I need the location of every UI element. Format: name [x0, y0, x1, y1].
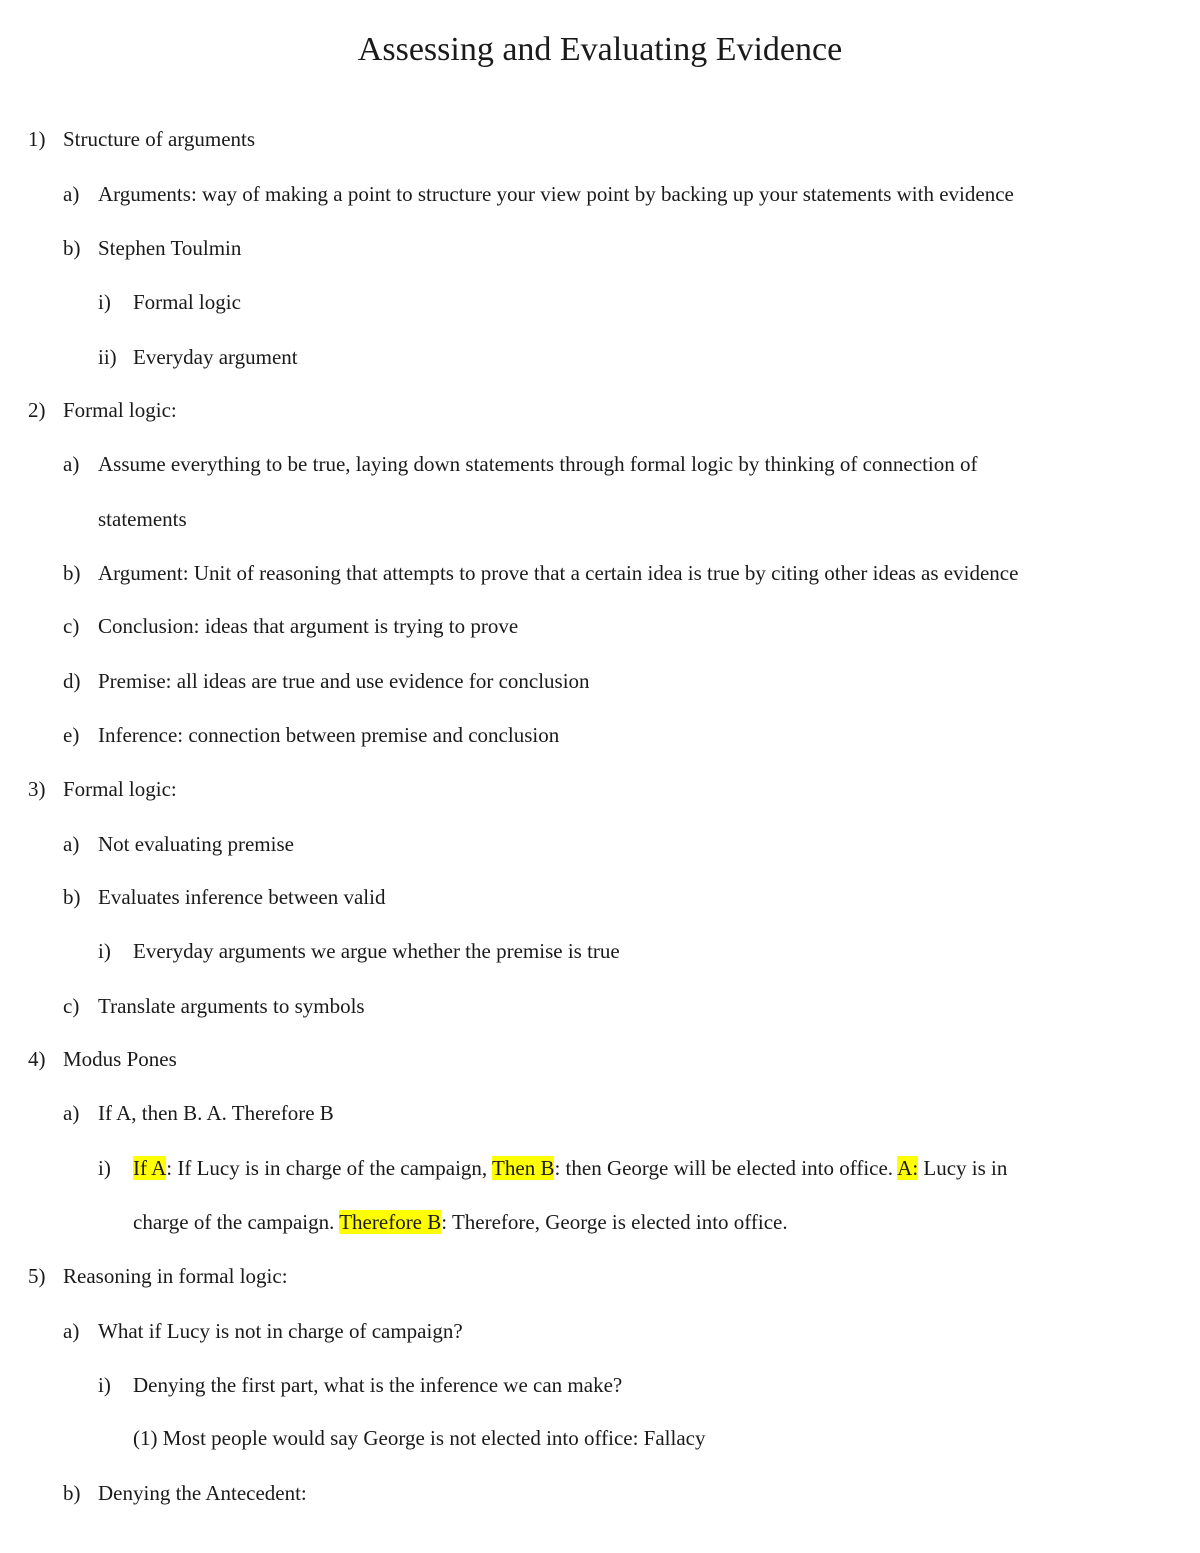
- list-item-text: Premise: all ideas are true and use evidence for conclusion: [98, 669, 590, 693]
- list-item-text: statements: [98, 507, 187, 531]
- list-marker: a): [63, 452, 80, 476]
- list-marker: a): [63, 1101, 80, 1125]
- list-marker: b): [63, 236, 81, 260]
- text-run: Lucy is in: [918, 1156, 1008, 1180]
- highlighted-text: Therefore B: [339, 1210, 442, 1234]
- list-item: [28, 125, 256, 153]
- list-item: [63, 667, 590, 695]
- list-marker: 1): [28, 127, 46, 151]
- list-item-text: Evaluates inference between valid: [98, 885, 386, 909]
- list-marker: 3): [28, 777, 46, 801]
- list-item: [28, 1045, 177, 1073]
- list-item: [63, 1317, 463, 1345]
- list-marker: a): [63, 1319, 80, 1343]
- list-item: [98, 1371, 623, 1399]
- list-item: [63, 180, 1014, 208]
- list-marker: 5): [28, 1264, 46, 1288]
- highlighted-text: Then B: [492, 1156, 555, 1180]
- list-marker: a): [63, 182, 80, 206]
- list-item-continuation: [133, 1208, 788, 1236]
- text-run: charge of the campaign.: [133, 1210, 340, 1234]
- list-item-text: Inference: connection between premise and conclusion: [98, 723, 560, 747]
- list-item-text: [133, 1154, 1007, 1182]
- list-item: [63, 883, 386, 911]
- list-item-text: Formal logic:: [63, 777, 177, 801]
- list-item-text: Everyday argument: [133, 345, 298, 369]
- list-marker: d): [63, 669, 81, 693]
- list-item: [63, 1099, 334, 1127]
- list-item: [63, 721, 560, 749]
- list-marker: 2): [28, 398, 46, 422]
- list-item: [63, 830, 294, 858]
- list-item: [133, 1424, 706, 1452]
- list-item-text: Stephen Toulmin: [98, 236, 242, 260]
- list-item-text: Conclusion: ideas that argument is trying to prove: [98, 614, 519, 638]
- list-marker: c): [63, 994, 80, 1018]
- list-marker: c): [63, 614, 80, 638]
- list-item: [63, 992, 365, 1020]
- list-item: [28, 775, 177, 803]
- list-item-text: Modus Pones: [63, 1047, 177, 1071]
- text-run: : then George will be elected into office.: [554, 1156, 898, 1180]
- list-item: [63, 234, 242, 262]
- list-item-text: Not evaluating premise: [98, 832, 294, 856]
- list-marker: b): [63, 885, 81, 909]
- list-marker: b): [63, 1481, 81, 1505]
- list-item: [63, 559, 1019, 587]
- list-marker: e): [63, 723, 80, 747]
- list-item-text: What if Lucy is not in charge of campaign?: [98, 1319, 463, 1343]
- list-item-text: Structure of arguments: [63, 127, 256, 151]
- list-item: [28, 1262, 288, 1290]
- list-item-text: Reasoning in formal logic:: [63, 1264, 288, 1288]
- list-item: [63, 612, 519, 640]
- list-item: [63, 450, 978, 478]
- list-marker: i): [98, 1156, 111, 1180]
- list-item-text: Argument: Unit of reasoning that attempts to prove that a certain idea is true by citing other ideas as evidence: [98, 561, 1019, 585]
- list-item: [98, 937, 620, 965]
- list-marker: b): [63, 561, 81, 585]
- list-item: [63, 1479, 307, 1507]
- list-item-continuation: [98, 505, 187, 533]
- text-run: : If Lucy is in charge of the campaign,: [166, 1156, 493, 1180]
- list-item: [98, 343, 298, 371]
- highlighted-text: If A: [133, 1156, 167, 1180]
- list-item-text: Assume everything to be true, laying down statements through formal logic by thinking of connection of: [98, 452, 978, 476]
- list-item-text: Denying the first part, what is the inference we can make?: [133, 1373, 623, 1397]
- highlighted-text: A:: [897, 1156, 919, 1180]
- list-item-text: If A, then B. A. Therefore B: [98, 1101, 334, 1125]
- list-marker: i): [98, 939, 111, 963]
- list-item-text: Everyday arguments we argue whether the premise is true: [133, 939, 620, 963]
- list-marker: ii): [98, 345, 117, 369]
- list-item-text: Translate arguments to symbols: [98, 994, 365, 1018]
- list-marker: a): [63, 832, 80, 856]
- list-item-text: (1) Most people would say George is not elected into office: Fallacy: [133, 1426, 706, 1450]
- list-item: [98, 1154, 1008, 1182]
- page-title: Assessing and Evaluating Evidence: [357, 31, 843, 68]
- list-marker: i): [98, 1373, 111, 1397]
- list-marker: i): [98, 290, 111, 314]
- list-marker: 4): [28, 1047, 46, 1071]
- list-item-text: Denying the Antecedent:: [98, 1481, 307, 1505]
- list-item: [28, 396, 177, 424]
- text-run: : Therefore, George is elected into office.: [441, 1210, 788, 1234]
- list-item-text: Formal logic: [133, 290, 241, 314]
- list-item-text: Arguments: way of making a point to structure your view point by backing up your statements with evidence: [98, 182, 1014, 206]
- list-item-text: Formal logic:: [63, 398, 177, 422]
- list-item: [98, 288, 241, 316]
